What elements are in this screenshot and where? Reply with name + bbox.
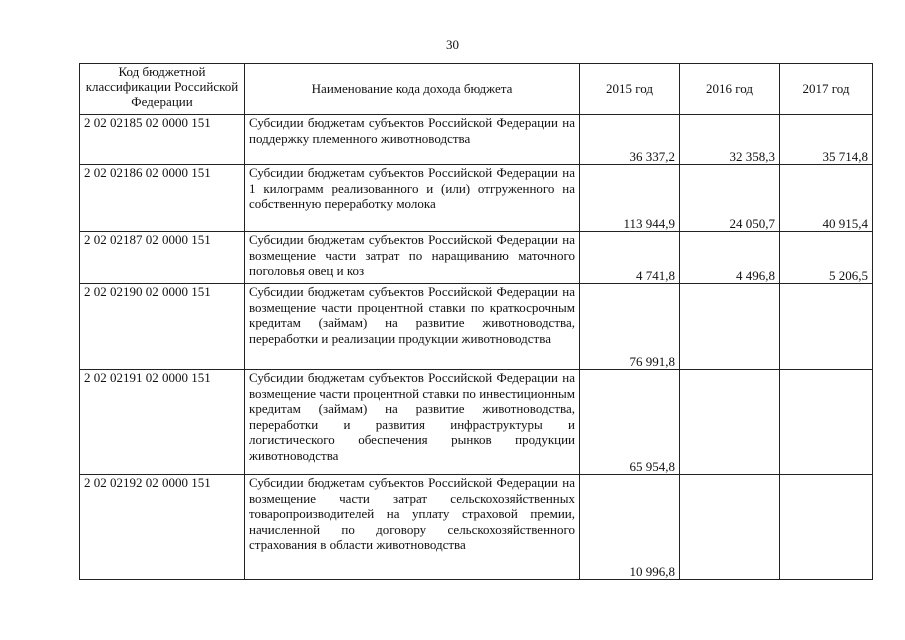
row-value-2016: 32 358,3 [680,115,780,165]
row-value-2015: 113 944,9 [580,165,680,232]
row-value-2016: 24 050,7 [680,165,780,232]
header-2015: 2015 год [580,64,680,115]
row-value-2016 [680,370,780,475]
row-value-2016 [680,284,780,370]
row-name: Субсидии бюджетам субъектов Российской Федерации на поддержку племенного животноводства [245,115,580,165]
row-code: 2 02 02192 02 0000 151 [80,475,245,580]
row-value-2017: 35 714,8 [780,115,873,165]
row-value-2015: 65 954,8 [580,370,680,475]
table-row [80,165,873,232]
row-name: Субсидии бюджетам субъектов Российской Федерации на возмещение части затрат по наращиванию маточного поголовья овец и коз [245,232,580,284]
row-name: Субсидии бюджетам субъектов Российской Федерации на 1 килограмм реализованного и (или) отгруженного на собственную переработку молока [245,165,580,232]
table-row [80,370,873,475]
row-name: Субсидии бюджетам субъектов Российской Федерации на возмещение части процентной ставки по краткосрочным кредитам (займам) на развитие животноводства, переработки и реализации продукции животноводства [245,284,580,370]
row-code: 2 02 02191 02 0000 151 [80,370,245,475]
row-code: 2 02 02187 02 0000 151 [80,232,245,284]
row-value-2016 [680,475,780,580]
budget-income-table [79,63,873,580]
row-value-2016: 4 496,8 [680,232,780,284]
table-row [80,284,873,370]
header-2016: 2016 год [680,64,780,115]
row-value-2017 [780,370,873,475]
table-row [80,232,873,284]
page-number: 30 [446,37,459,52]
table-row [80,475,873,580]
header-name: Наименование кода дохода бюджета [245,64,580,115]
table-row [80,115,873,165]
table-header-row [80,64,873,115]
header-2017: 2017 год [780,64,873,115]
row-value-2017: 5 206,5 [780,232,873,284]
row-name: Субсидии бюджетам субъектов Российской Федерации на возмещение части процентной ставки по инвестиционным кредитам (займам) на развитие животноводства, переработки и развития инфраструктуры и логистического обеспечения рынков продукции животноводства [245,370,580,475]
header-code: Код бюджетной классификации Российской Федерации [80,64,245,115]
row-code: 2 02 02190 02 0000 151 [80,284,245,370]
row-name: Субсидии бюджетам субъектов Российской Федерации на возмещение части затрат сельскохозяйственных товаропроизводителей на уплату страховой премии, начисленной по договору сельскохозяйственного страхования в области животноводства [245,475,580,580]
row-code: 2 02 02185 02 0000 151 [80,115,245,165]
row-value-2017 [780,284,873,370]
row-value-2017 [780,475,873,580]
row-value-2015: 4 741,8 [580,232,680,284]
row-value-2015: 36 337,2 [580,115,680,165]
row-value-2015: 76 991,8 [580,284,680,370]
row-value-2015: 10 996,8 [580,475,680,580]
row-value-2017: 40 915,4 [780,165,873,232]
row-code: 2 02 02186 02 0000 151 [80,165,245,232]
